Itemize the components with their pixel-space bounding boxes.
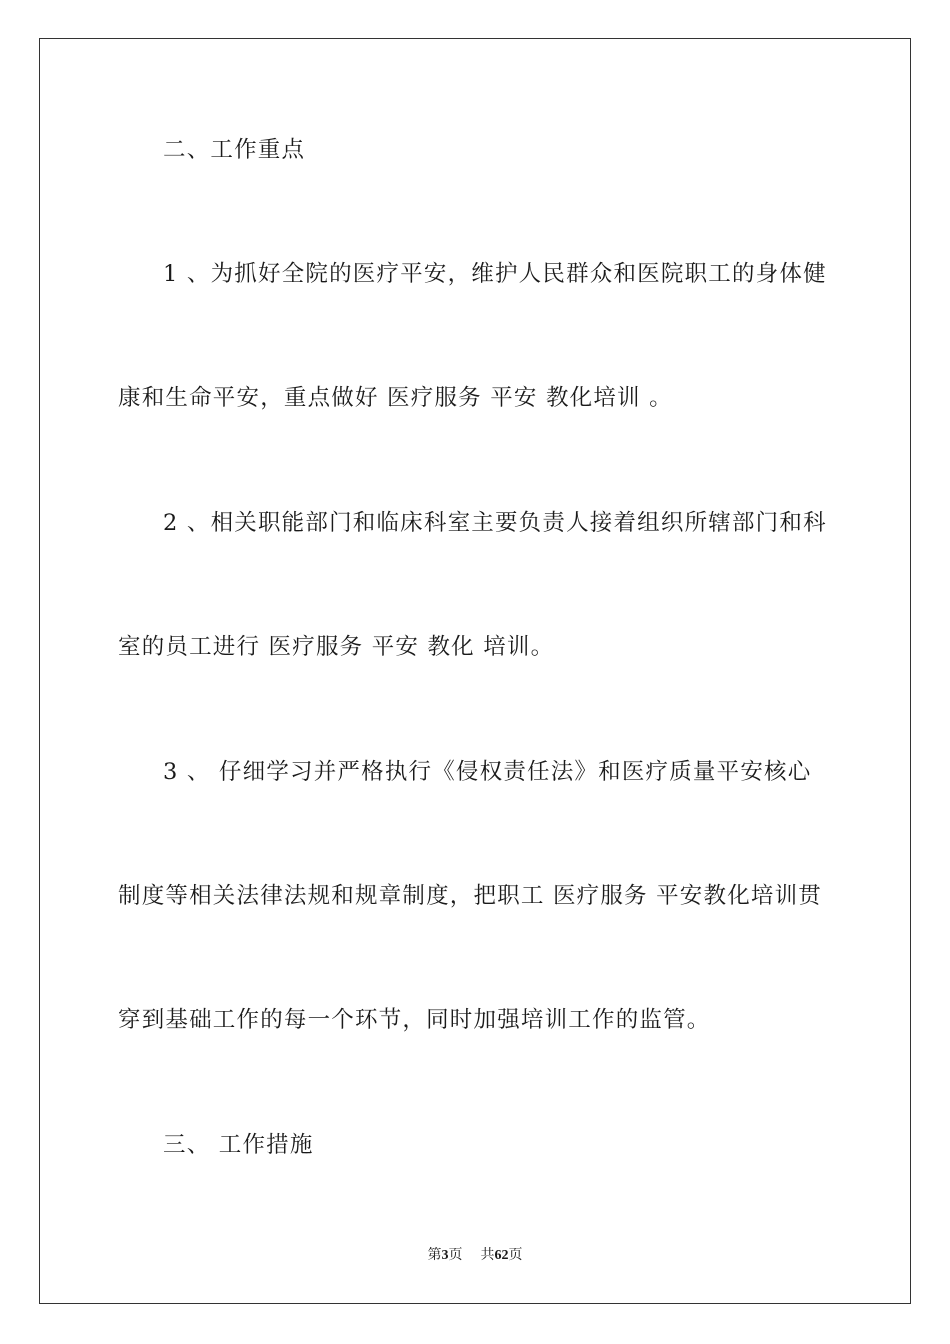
paragraph-line: 2 、相关职能部门和临床科室主要负责人接着组织所辖部门和科 [163, 510, 827, 536]
section-heading-work-focus: 二、工作重点 [163, 137, 306, 163]
paragraph-line: 3 、 仔细学习并严格执行《侵权责任法》和医疗质量平安核心 [163, 759, 812, 785]
total-pages: 62 [494, 1248, 509, 1263]
total-prefix: 共 [480, 1248, 495, 1263]
page-prefix: 第 [427, 1248, 442, 1263]
paragraph-line: 室的员工进行 医疗服务 平安 教化 培训。 [118, 634, 555, 660]
paragraph-line: 1 、为抓好全院的医疗平安，维护人民群众和医院职工的身体健 [163, 261, 827, 287]
paragraph-line: 穿到基础工作的每一个环节，同时加强培训工作的监管。 [118, 1007, 711, 1033]
paragraph-line: 制度等相关法律法规和规章制度，把职工 医疗服务 平安教化培训贯 [118, 883, 823, 909]
paragraph-line: 康和生命平安，重点做好 医疗服务 平安 教化培训 。 [118, 385, 673, 411]
total-suffix: 页 [508, 1248, 523, 1263]
page-suffix: 页 [448, 1248, 463, 1263]
page-footer [0, 1246, 950, 1266]
page-number: 3 [441, 1248, 449, 1263]
section-heading-work-measures: 三、 工作措施 [163, 1132, 314, 1158]
page-border [39, 38, 911, 1304]
